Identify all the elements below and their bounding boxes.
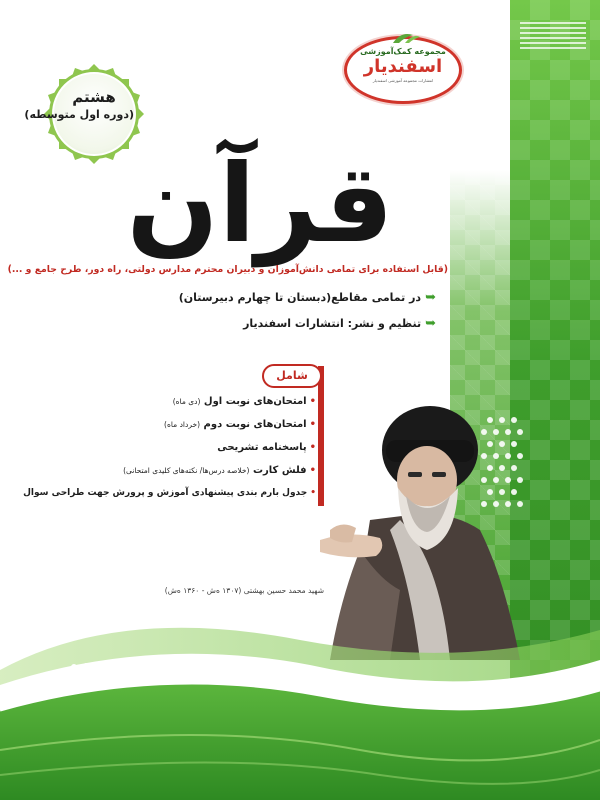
bullet-icon: • — [310, 488, 316, 498]
logo-tagline: انتشارات مجموعه آموزشی اسفندیار — [372, 78, 434, 83]
include-text: فلش کارت — [252, 465, 307, 476]
publisher-logo — [344, 36, 462, 104]
includes-label: شامل — [262, 364, 322, 388]
include-sub: (خرداد ماه) — [164, 420, 201, 429]
logo-series: مجموعه کمک‌آموزشی — [360, 47, 446, 56]
include-sub: (خلاصه درس‌ها/ نکته‌های کلیدی امتحانی) — [123, 466, 250, 475]
portrait-caption: شهید محمد حسین بهشتی (۱۳۰۷ ه‌ش - ۱۳۶۰ ه‌ش) — [164, 586, 324, 595]
bullet-icon: • — [309, 419, 316, 430]
include-item — [23, 488, 316, 498]
include-text: امتحان‌های نوبت دوم — [203, 419, 307, 430]
logo-name: اسفندیار — [363, 56, 443, 77]
include-item — [60, 465, 316, 476]
include-text: جدول بارم بندی پیشنهادی آموزش و پرورش جهت طراحی سوال — [23, 488, 308, 498]
bullet-icon: • — [309, 465, 316, 476]
include-text: پاسخنامه تشریحی — [217, 442, 307, 453]
decorative-stripes — [520, 22, 586, 50]
include-sub: (دی ماه) — [172, 397, 201, 406]
usage-note: (قابل استفاده برای تمامی دانش‌آموزان و دبیران محترم مدارس دولتی، راه دور، طرح جامع و ...) — [7, 264, 448, 275]
bullet-icon: • — [309, 396, 316, 407]
badge-center — [24, 72, 136, 156]
feature-text: تنظیم و نشر: انتشارات اسفندیار — [243, 317, 422, 330]
bullet-icon: • — [309, 442, 316, 453]
include-item — [60, 442, 316, 453]
include-text: امتحان‌های نوبت اول — [203, 396, 307, 407]
feature-text: در تمامی مقاطع(دبستان تا چهارم دبیرستان) — [178, 291, 422, 304]
book-title: قرآن — [126, 142, 394, 267]
dot-decoration — [66, 655, 296, 677]
include-item — [60, 419, 316, 430]
feature-publisher — [200, 316, 436, 331]
level-label: (دوره اول متوسطه) — [24, 108, 134, 121]
arrow-icon: ➥ — [425, 316, 436, 331]
include-item — [60, 396, 316, 407]
bottom-wave-decoration — [0, 610, 600, 800]
leaf-icon — [391, 31, 421, 45]
feature-levels — [178, 290, 436, 305]
arrow-icon: ➥ — [425, 290, 436, 305]
grade-label: هشتم — [72, 88, 116, 106]
